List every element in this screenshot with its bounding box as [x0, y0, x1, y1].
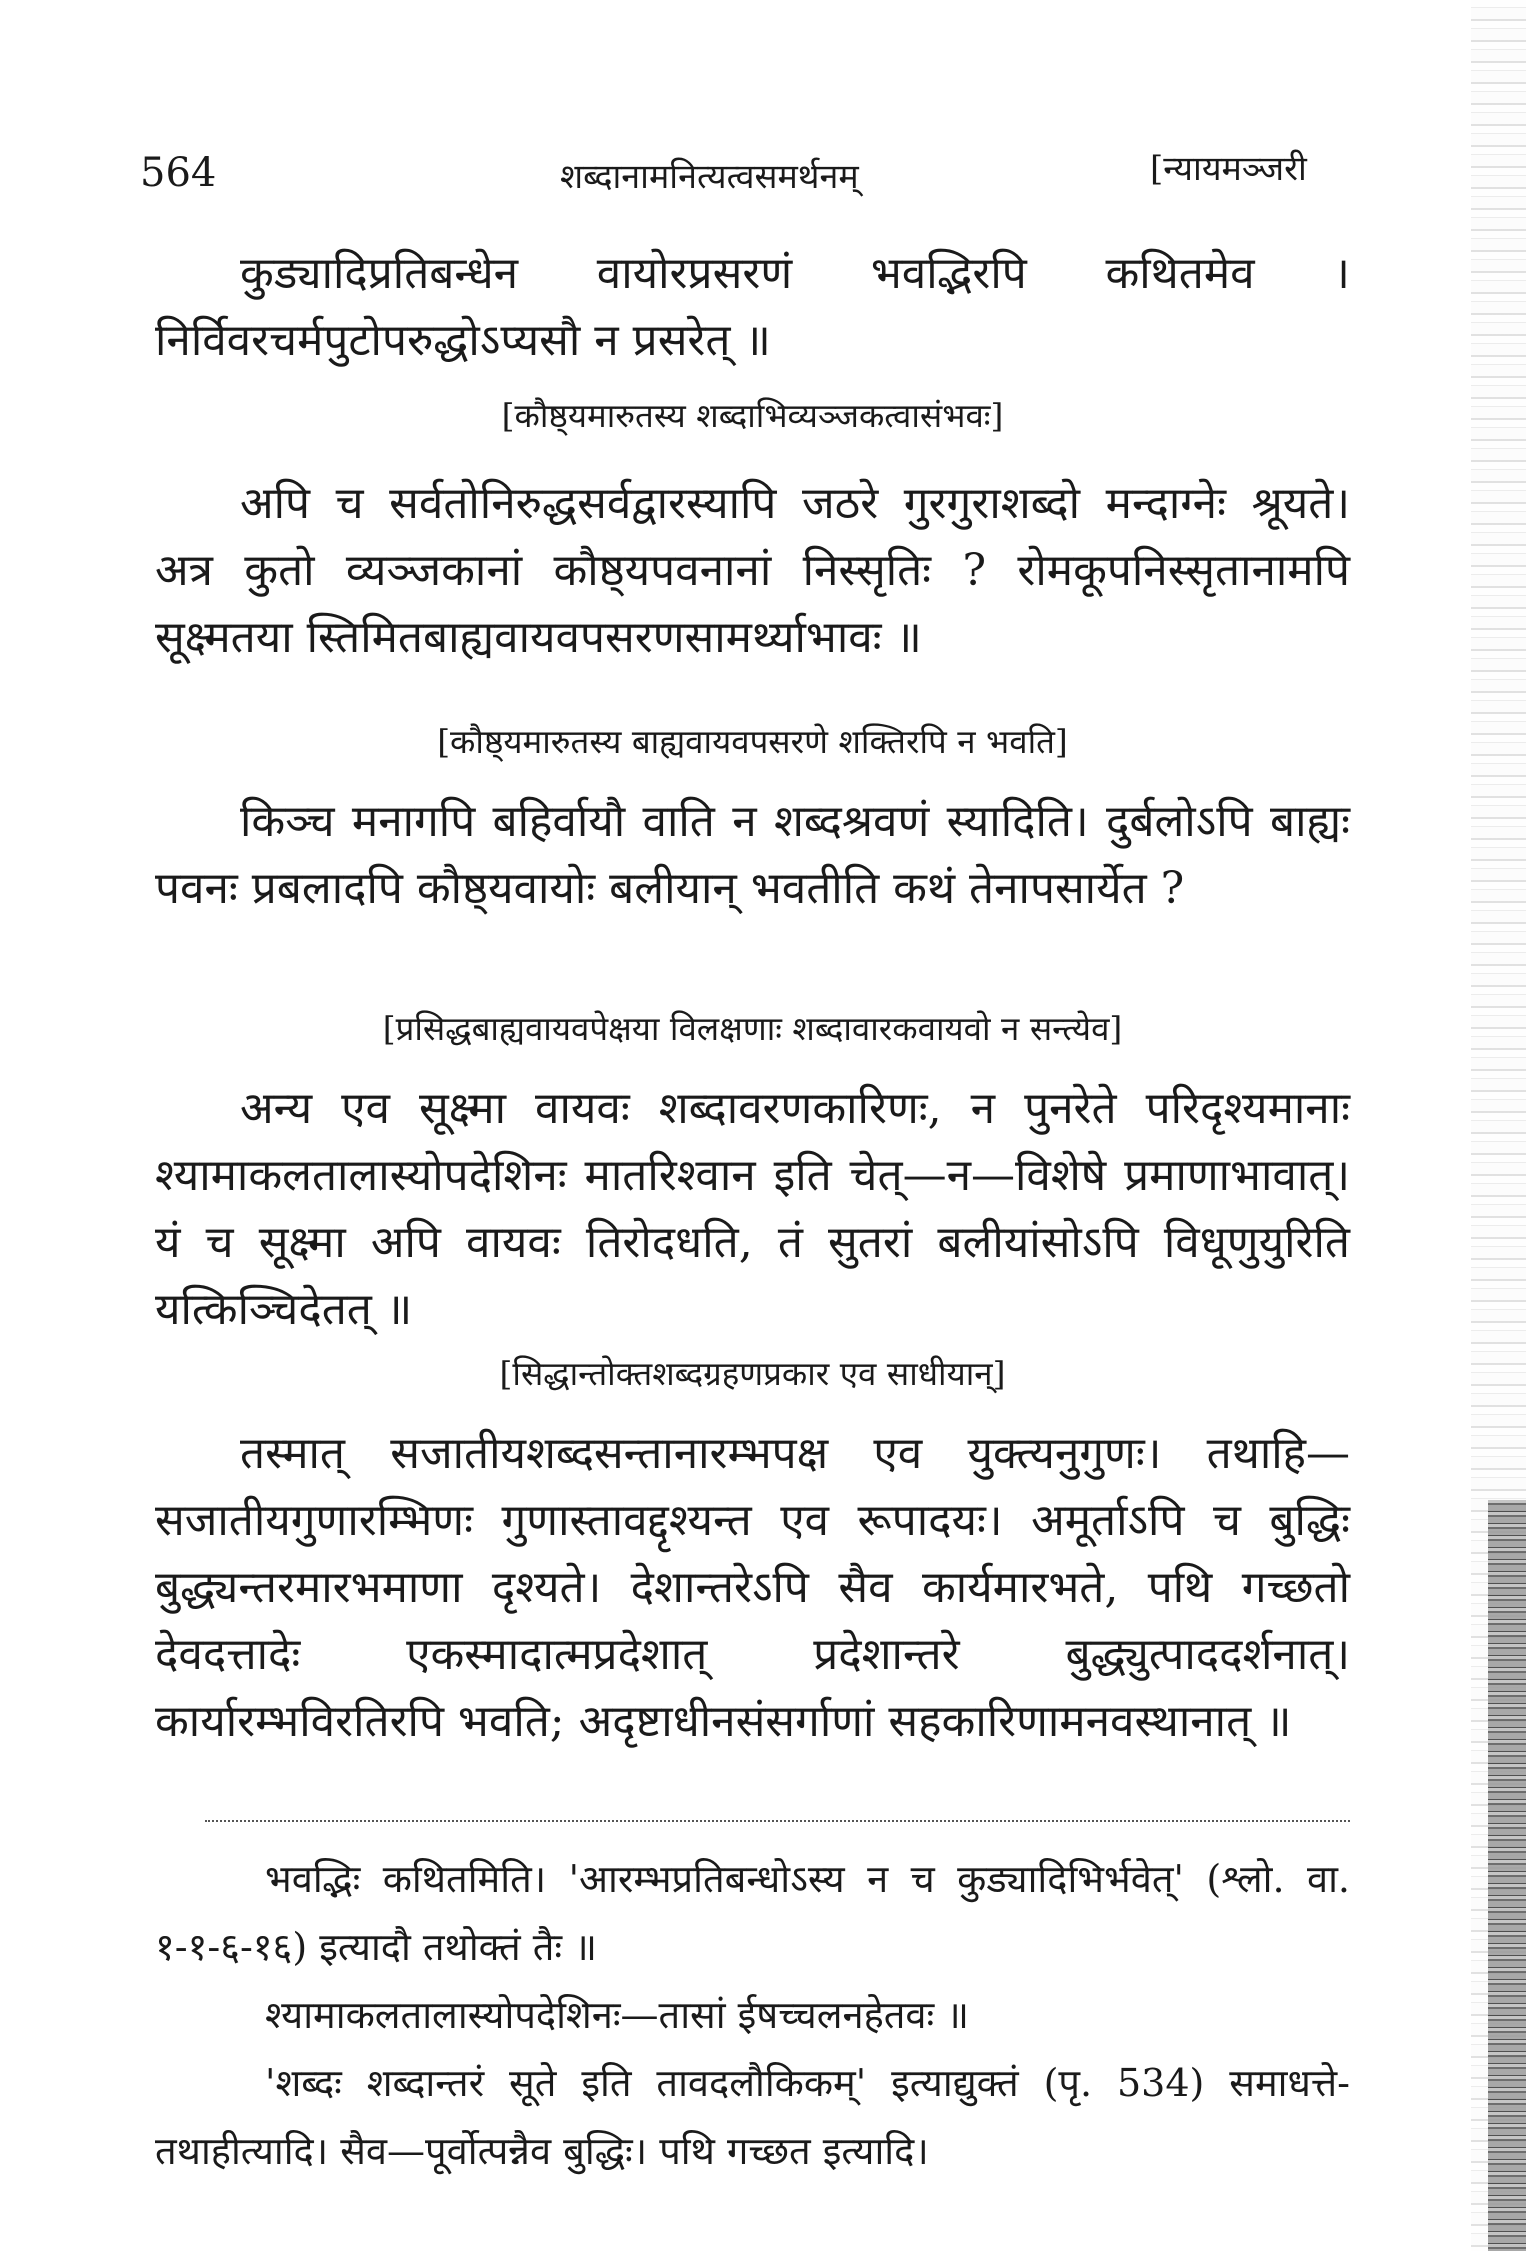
footnote-1: भवद्भिः कथितमिति। 'आरम्भप्रतिबन्धोऽस्य न च कुड्यादिभिर्भवेत्' (श्लो. वा. १-१-६-१६) इत्यादौ तथोक्तं तैः ॥	[155, 1857, 1350, 1969]
paragraph-text: अपि च सर्वतोनिरुद्धसर्वद्वारस्यापि जठरे गुरगुराशब्दो मन्दाग्नेः श्रूयते। अत्र कुतो व्यञ्जकानां कौष्ठ्यपवनानां निस्सृतिः ? रोमकूपनिस्सृतानामपि सूक्ष्मतया स्तिमितबाह्यवायवपसरणसामर्थ्याभावः ॥	[155, 478, 1350, 663]
paragraph-text: अन्य एव सूक्ष्मा वायवः शब्दावरणकारिणः, न पुनरेते परिदृश्यमानाः श्यामाकलतालास्योपदेशिनः मातरिश्वान इति चेत्—न—विशेषे प्रमाणाभावात्। यं च सूक्ष्मा अपि वायवः तिरोदधति, तं सुतरां बलीयांसोऽपि विधूणुयुरिति यत्किञ्चिदेतत् ॥	[155, 1083, 1350, 1335]
paragraph-1	[155, 240, 1350, 374]
scan-edge-noise	[1488, 1500, 1526, 2251]
paragraph-text: कुड्यादिप्रतिबन्धेन वायोरप्रसरणं भवद्भिरपि कथितमेव । निर्विवरचर्मपुटोपरुद्धोऽप्यसौ न प्रसरेत् ॥	[155, 248, 1350, 366]
section-heading-2: [कौष्ठ्यमारुतस्य बाह्यवायवपसरणे शक्तिरपि न भवति]	[437, 722, 1068, 761]
book-marker: [न्यायमञ्जरी	[1150, 149, 1307, 189]
section-heading-1: [कौष्ठ्यमारुतस्य शब्दाभिव्यञ्जकत्वासंभवः]	[501, 396, 1004, 435]
footnote-3: 'शब्दः शब्दान्तरं सूते इति तावदलौकिकम्' इत्याद्युक्तं (पृ. 534) समाधत्ते-तथाहीत्यादि। सैव—पूर्वोत्पन्नैव बुद्धिः। पथि गच्छत इत्यादि।	[155, 2061, 1350, 2173]
footnote-2: श्यामाकलतालास्योपदेशिनः—तासां ईषच्चलनहेतवः ॥	[265, 1993, 970, 2037]
page-number: 564	[140, 150, 217, 196]
paragraph-text: किञ्च मनागपि बहिर्वायौ वाति न शब्दश्रवणं स्यादिति। दुर्बलोऽपि बाह्यः पवनः प्रबलादपि कौष्ठ्यवायोः बलीयान् भवतीति कथं तेनापसार्येत ?	[155, 796, 1350, 914]
footnotes	[155, 1845, 1350, 2185]
section-heading-4: [सिद्धान्तोक्तशब्दग्रहणप्रकार एव साधीयान्]	[499, 1354, 1006, 1393]
running-head	[140, 140, 1340, 200]
paragraph-5	[155, 1420, 1350, 1755]
paragraph-4	[155, 1075, 1350, 1343]
section-heading-3: [प्रसिद्धबाह्यवायवपेक्षया विलक्षणाः शब्दावारकवायवो न सन्त्येव]	[382, 1009, 1123, 1048]
paragraph-text: तस्मात् सजातीयशब्दसन्तानारम्भपक्ष एव युक्त्यनुगुणः। तथाहि—सजातीयगुणारम्भिणः गुणास्तावद्दृश्यन्त एव रूपादयः। अमूर्ताऽपि च बुद्धिः बुद्ध्यन्तरमारभमाणा दृश्यते। देशान्तरेऽपि सैव कार्यमारभते, पथि गच्छतो देवदत्तादेः एकस्मादात्मप्रदेशात् प्रदेशान्तरे बुद्ध्युत्पाददर्शनात्। कार्यारम्भविरतिरपि भवति; अदृष्टाधीनसंसर्गाणां सहकारिणामनवस्थानात् ॥	[155, 1428, 1350, 1747]
footnote-divider	[205, 1820, 1350, 1822]
paragraph-3	[155, 788, 1350, 922]
paragraph-2	[155, 470, 1350, 671]
running-title: शब्दानामनित्यत्वसमर्थनम्	[560, 157, 859, 197]
